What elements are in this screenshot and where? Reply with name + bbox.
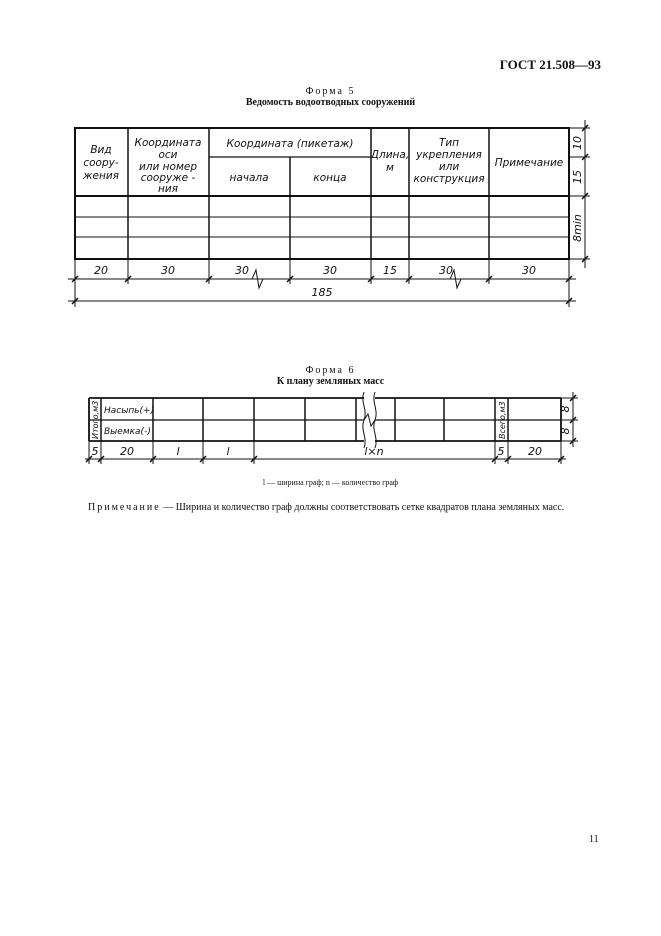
col-koord-osi-l1: Координата <box>134 137 202 149</box>
form6-grand-total-label: Всего,м3 <box>498 401 507 439</box>
form6-row-nasyp: Насыпь(+) <box>104 406 155 416</box>
form6-title: К плану земляных масс <box>276 376 385 387</box>
col-tip-l3: или <box>438 161 460 173</box>
form6-legend: l — ширина граф; n — количество граф <box>262 478 399 487</box>
document-code: ГОСТ 21.508—93 <box>499 57 601 72</box>
form6-total-label: Итого,м3 <box>91 400 100 439</box>
dim-h-2: 15 <box>571 170 584 184</box>
dim-h-1: 10 <box>571 136 584 150</box>
col-primechanie: Примечание <box>494 157 564 169</box>
col-koord-osi-l2: оси <box>158 149 178 161</box>
col-dlina-l1: Длина, <box>370 149 410 161</box>
form6-dim-2: 20 <box>120 445 134 458</box>
col-koord-osi-l3: или номер <box>138 161 198 173</box>
dim-w-1: 20 <box>94 264 108 277</box>
note-text: — Ширина и количество граф должны соответствовать сетке квадратов плана земляных масс. <box>163 502 565 513</box>
note-paragraph <box>74 500 604 515</box>
form6-dim-6: 5 <box>497 445 505 458</box>
col-vid-l3: жения <box>83 170 119 182</box>
dim-total: 185 <box>311 286 333 299</box>
page-number: 11 <box>589 834 599 845</box>
form6-dim-1: 5 <box>91 445 99 458</box>
col-vid-l2: соору- <box>83 157 119 169</box>
dim-w-4: 30 <box>323 264 337 277</box>
form6-row-vyemka: Выемка(-) <box>104 427 151 437</box>
col-konca: конца <box>313 172 347 184</box>
form6-dim-h-2: 8 <box>559 427 572 435</box>
col-koord-osi-l5: ния <box>157 183 179 195</box>
form6-dim-7: 20 <box>528 445 542 458</box>
form6-caption: Форма 6 <box>305 365 356 376</box>
dim-w-2: 30 <box>161 264 175 277</box>
col-dlina-l2: м <box>386 162 394 174</box>
note-label: Примечание <box>88 502 161 513</box>
col-koord-group: Координата (пикетаж) <box>226 138 354 150</box>
col-vid-l1: Вид <box>90 144 112 156</box>
form6-dim-4: l <box>226 445 230 458</box>
col-nachala: начала <box>229 172 269 184</box>
form5-title: Ведомость водоотводных сооружений <box>245 97 416 108</box>
col-koord-osi-l4: сооруже - <box>140 172 196 184</box>
col-tip-l4: конструкция <box>413 173 485 185</box>
dim-w-7: 30 <box>522 264 536 277</box>
dim-w-3: 30 <box>235 264 249 277</box>
form5-caption: Форма 5 <box>305 86 356 97</box>
form6-dim-h-1: 8 <box>559 405 572 413</box>
dim-h-3: 8min <box>571 214 584 242</box>
col-tip-l1: Тип <box>438 137 460 149</box>
form6-dim-5: l×n <box>364 445 384 458</box>
col-tip-l2: укрепления <box>416 149 482 161</box>
form6-dim-3: l <box>176 445 180 458</box>
dim-w-6: 30 <box>439 264 453 277</box>
dim-w-5: 15 <box>383 264 397 277</box>
